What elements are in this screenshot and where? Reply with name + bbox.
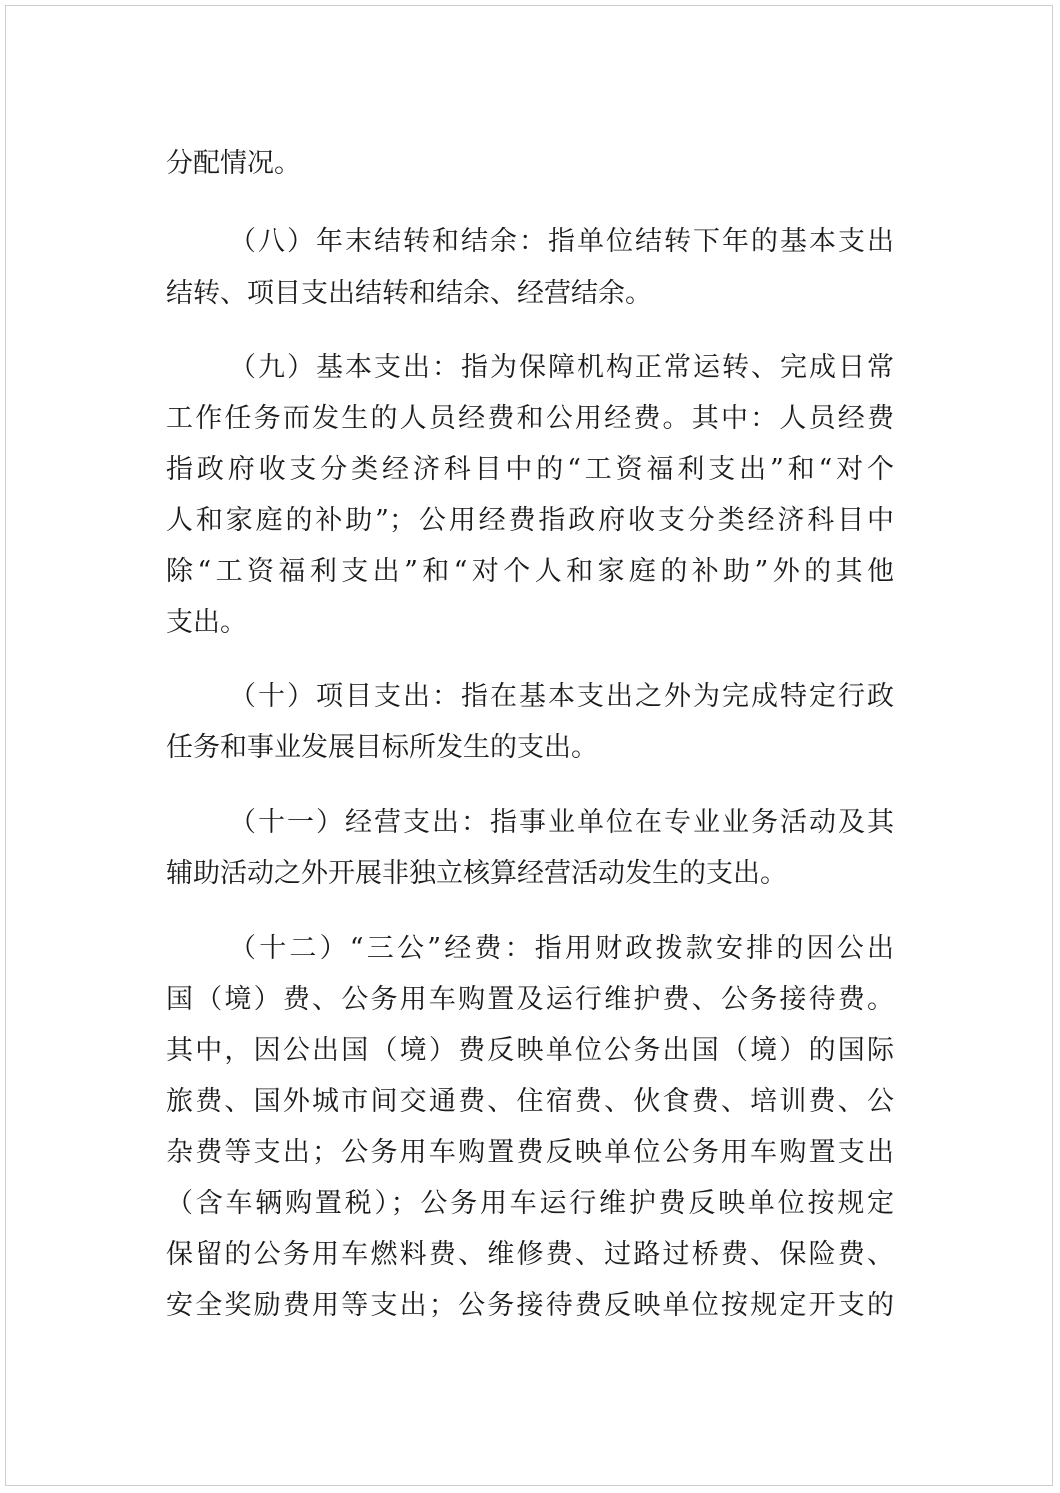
paragraph-line: 任务和事业发展目标所发生的支出。: [166, 732, 598, 763]
paragraph-line: （十二）“三公”经费：指用财政拨款安排的因公出: [229, 933, 894, 964]
paragraph-line: 支出。: [166, 607, 247, 638]
paragraph-line: 保留的公务用车燃料费、维修费、过路过桥费、保险费、: [166, 1239, 894, 1270]
paragraph-line: 杂费等支出；公务用车购置费反映单位公务用车购置支出: [166, 1137, 894, 1168]
paragraph-line: 工作任务而发生的人员经费和公用经费。其中：人员经费: [166, 403, 894, 434]
paragraph-line: （十）项目支出：指在基本支出之外为完成特定行政: [229, 681, 894, 712]
paragraph-line: （八）年末结转和结余：指单位结转下年的基本支出: [229, 226, 894, 257]
paragraph-line: 人和家庭的补助”；公用经费指政府收支分类经济科目中: [166, 505, 894, 536]
paragraph-line: （十一）经营支出：指事业单位在专业业务活动及其: [229, 807, 894, 838]
paragraph-line: 结转、项目支出结转和结余、经营结余。: [166, 278, 652, 309]
paragraph-line: 其中，因公出国（境）费反映单位公务出国（境）的国际: [166, 1035, 894, 1066]
paragraph-line: 除“工资福利支出”和“对个人和家庭的补助”外的其他: [166, 556, 894, 587]
paragraph-line: 指政府收支分类经济科目中的“工资福利支出”和“对个: [166, 454, 894, 485]
paragraph-line: 分配情况。: [166, 148, 301, 179]
paragraph-line: 国（境）费、公务用车购置及运行维护费、公务接待费。: [166, 984, 894, 1015]
paragraph-line: 安全奖励费用等支出；公务接待费反映单位按规定开支的: [166, 1290, 894, 1321]
paragraph-line: 辅助活动之外开展非独立核算经营活动发生的支出。: [166, 858, 787, 889]
paragraph-line: （含车辆购置税）；公务用车运行维护费反映单位按规定: [166, 1188, 894, 1219]
paragraph-line: 旅费、国外城市间交通费、住宿费、伙食费、培训费、公: [166, 1086, 894, 1117]
paragraph-line: （九）基本支出：指为保障机构正常运转、完成日常: [229, 352, 894, 383]
